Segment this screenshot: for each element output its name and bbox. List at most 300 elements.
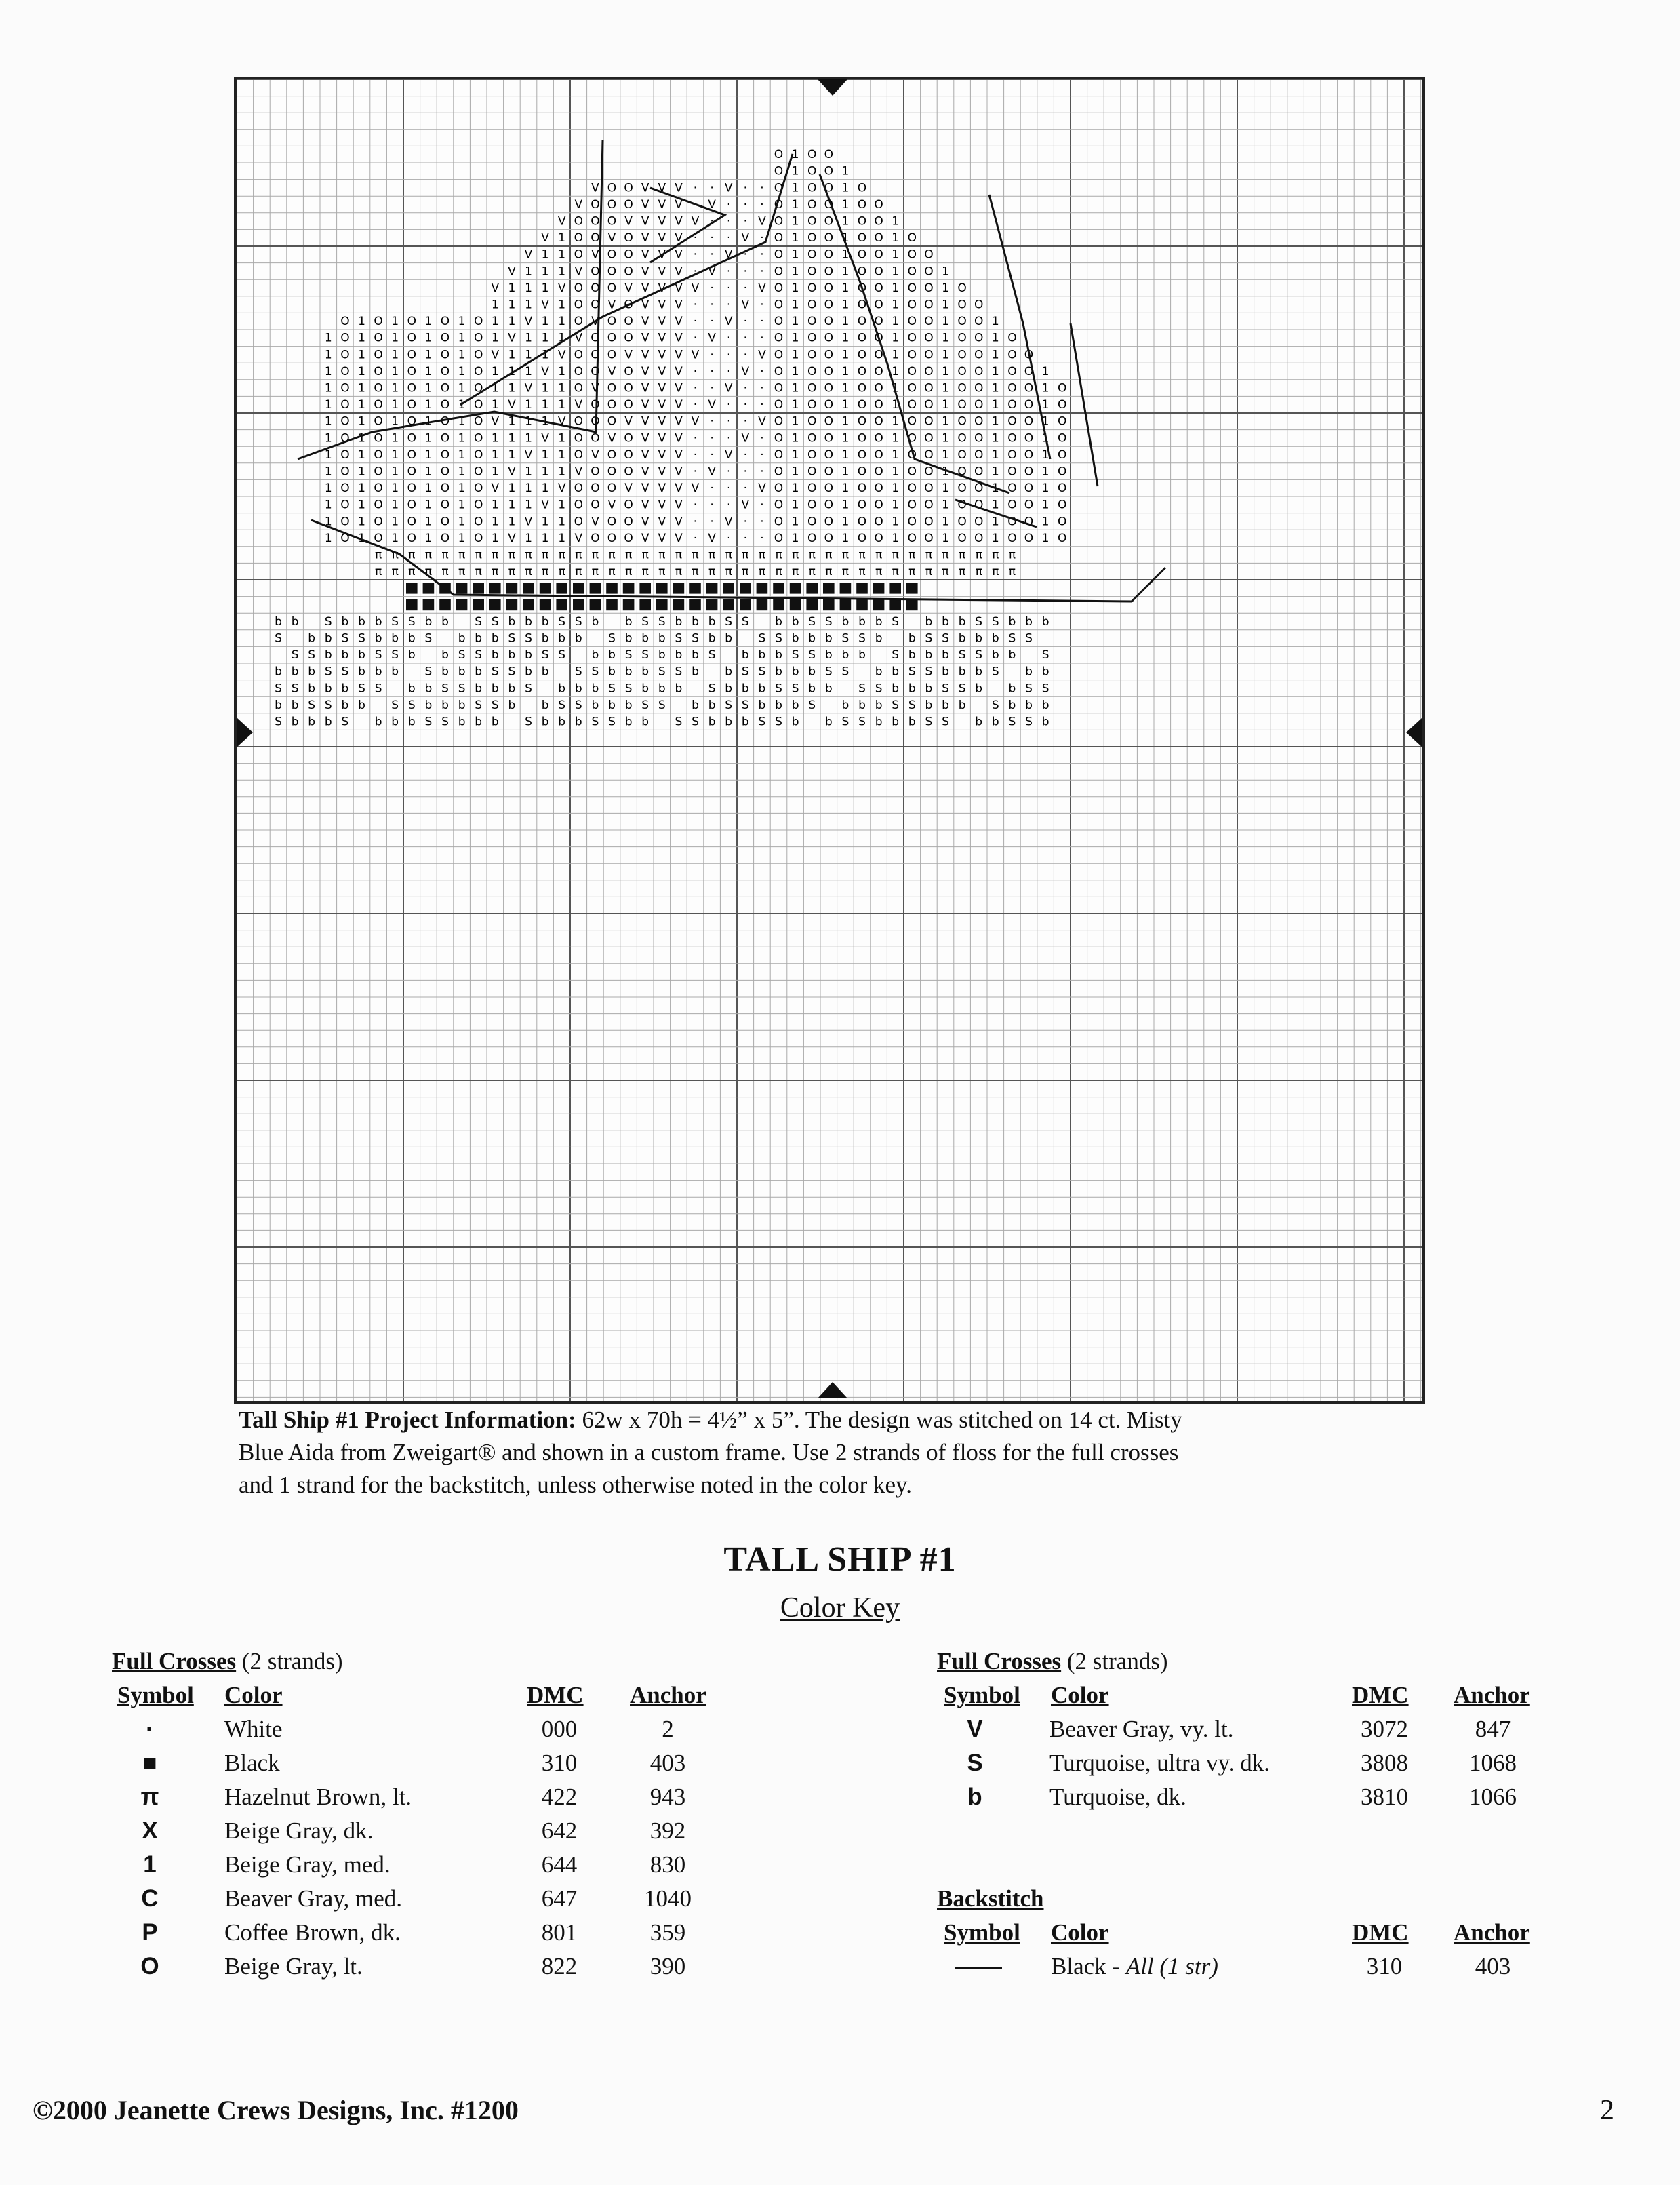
svg-text:O: O xyxy=(607,264,617,279)
svg-text:O: O xyxy=(474,414,483,429)
svg-text:·: · xyxy=(726,264,731,279)
svg-text:O: O xyxy=(807,248,817,262)
svg-text:π: π xyxy=(624,548,633,562)
left-key-dmc: 801 xyxy=(541,1919,578,1946)
svg-text:·: · xyxy=(693,197,698,212)
svg-text:1: 1 xyxy=(558,498,566,512)
svg-text:1: 1 xyxy=(541,448,549,462)
svg-text:V: V xyxy=(708,465,716,479)
svg-text:S: S xyxy=(407,614,416,629)
right-color-key xyxy=(937,1648,1561,2001)
svg-text:b: b xyxy=(525,665,532,679)
svg-text:b: b xyxy=(475,631,483,646)
svg-text:S: S xyxy=(374,682,382,696)
svg-text:S: S xyxy=(558,648,566,663)
svg-text:π: π xyxy=(791,548,799,562)
left-key-row xyxy=(112,1784,736,1817)
svg-text:O: O xyxy=(774,181,784,195)
svg-text:b: b xyxy=(725,631,733,646)
svg-text:1: 1 xyxy=(458,364,466,378)
svg-text:V: V xyxy=(641,181,649,195)
right-key-symbol: S xyxy=(967,1750,983,1776)
svg-text:1: 1 xyxy=(841,414,849,429)
svg-text:O: O xyxy=(824,164,833,178)
svg-text:1: 1 xyxy=(508,364,516,378)
backstitch-section xyxy=(937,1885,1044,1912)
svg-text:V: V xyxy=(591,315,599,329)
svg-text:O: O xyxy=(574,281,583,295)
svg-text:S: S xyxy=(391,614,399,629)
svg-text:O: O xyxy=(774,264,784,279)
svg-text:·: · xyxy=(760,331,764,345)
svg-text:b: b xyxy=(508,682,516,696)
svg-text:O: O xyxy=(591,231,600,245)
svg-text:1: 1 xyxy=(358,364,365,378)
svg-text:O: O xyxy=(340,364,350,378)
svg-text:O: O xyxy=(340,331,350,345)
svg-text:b: b xyxy=(491,631,499,646)
chart-graphic xyxy=(237,79,1422,1401)
svg-text:b: b xyxy=(525,648,532,663)
svg-text:b: b xyxy=(608,665,616,679)
svg-text:S: S xyxy=(641,648,649,663)
svg-text:1: 1 xyxy=(892,465,900,479)
svg-text:b: b xyxy=(574,682,582,696)
left-key-dmc: 822 xyxy=(541,1953,578,1980)
svg-text:b: b xyxy=(841,698,849,712)
svg-text:1: 1 xyxy=(491,315,499,329)
svg-text:O: O xyxy=(774,348,784,362)
svg-text:π: π xyxy=(692,548,699,562)
svg-text:1: 1 xyxy=(391,465,399,479)
svg-text:1: 1 xyxy=(1041,531,1049,545)
svg-text:O: O xyxy=(591,531,600,545)
svg-text:S: S xyxy=(475,698,483,712)
svg-text:b: b xyxy=(541,715,549,729)
svg-text:V: V xyxy=(675,381,683,395)
svg-text:π: π xyxy=(808,565,816,579)
svg-text:V: V xyxy=(658,398,666,412)
svg-text:·: · xyxy=(760,498,764,512)
svg-text:1: 1 xyxy=(324,531,332,545)
svg-text:1: 1 xyxy=(508,515,516,529)
svg-text:O: O xyxy=(807,414,817,429)
svg-text:O: O xyxy=(1024,381,1034,395)
svg-text:b: b xyxy=(1041,698,1049,712)
svg-text:π: π xyxy=(808,548,816,562)
svg-text:1: 1 xyxy=(942,515,949,529)
svg-text:O: O xyxy=(374,531,383,545)
svg-text:b: b xyxy=(958,698,966,712)
svg-text:V: V xyxy=(574,197,583,212)
svg-text:O: O xyxy=(807,298,817,312)
svg-text:1: 1 xyxy=(892,381,900,395)
svg-text:O: O xyxy=(574,298,583,312)
svg-text:V: V xyxy=(591,181,599,195)
center-arrow-left-icon xyxy=(237,717,253,747)
svg-text:1: 1 xyxy=(491,465,499,479)
svg-text:1: 1 xyxy=(841,164,849,178)
svg-text:b: b xyxy=(892,665,900,679)
svg-text:S: S xyxy=(958,682,966,696)
svg-text:1: 1 xyxy=(525,465,532,479)
svg-text:O: O xyxy=(857,531,867,545)
svg-text:O: O xyxy=(824,315,833,329)
svg-text:1: 1 xyxy=(391,431,399,446)
svg-text:1: 1 xyxy=(391,515,399,529)
right-key-header-color: Color xyxy=(1051,1682,1109,1708)
svg-text:1: 1 xyxy=(424,498,433,512)
svg-text:1: 1 xyxy=(458,515,466,529)
svg-text:b: b xyxy=(291,614,299,629)
svg-text:O: O xyxy=(440,331,450,345)
svg-text:V: V xyxy=(675,481,683,496)
svg-text:O: O xyxy=(774,231,784,245)
svg-text:b: b xyxy=(975,682,983,696)
svg-text:V: V xyxy=(591,448,599,462)
svg-text:O: O xyxy=(1007,515,1017,529)
svg-text:b: b xyxy=(741,682,749,696)
svg-text:O: O xyxy=(407,431,416,446)
svg-text:O: O xyxy=(407,331,416,345)
svg-text:O: O xyxy=(857,331,867,345)
svg-text:S: S xyxy=(475,614,483,629)
svg-text:b: b xyxy=(808,631,816,646)
svg-text:1: 1 xyxy=(892,231,900,245)
svg-text:O: O xyxy=(907,448,917,462)
svg-text:V: V xyxy=(675,264,683,279)
svg-text:b: b xyxy=(824,715,833,729)
svg-text:V: V xyxy=(508,398,516,412)
svg-text:O: O xyxy=(824,281,833,295)
svg-text:O: O xyxy=(857,398,867,412)
svg-text:b: b xyxy=(1008,698,1016,712)
backstitch-header-dmc: DMC xyxy=(1352,1919,1409,1946)
left-key-header-anchor: Anchor xyxy=(630,1682,706,1708)
svg-text:·: · xyxy=(693,364,698,378)
svg-text:O: O xyxy=(374,431,383,446)
svg-text:O: O xyxy=(774,298,784,312)
svg-text:O: O xyxy=(624,531,633,545)
svg-text:O: O xyxy=(574,498,583,512)
svg-text:b: b xyxy=(391,665,399,679)
svg-text:b: b xyxy=(341,614,349,629)
svg-text:O: O xyxy=(857,431,867,446)
svg-text:b: b xyxy=(624,698,633,712)
svg-text:O: O xyxy=(591,481,600,496)
svg-text:V: V xyxy=(708,331,716,345)
left-key-color: Black xyxy=(224,1750,280,1776)
svg-text:O: O xyxy=(774,214,784,229)
svg-text:O: O xyxy=(857,315,867,329)
svg-text:1: 1 xyxy=(942,298,949,312)
svg-text:O: O xyxy=(374,448,383,462)
svg-text:O: O xyxy=(807,398,817,412)
svg-text:1: 1 xyxy=(458,498,466,512)
svg-text:V: V xyxy=(675,431,683,446)
svg-text:V: V xyxy=(557,214,566,229)
svg-text:O: O xyxy=(957,348,967,362)
svg-text:O: O xyxy=(407,315,416,329)
svg-text:O: O xyxy=(974,498,984,512)
svg-text:1: 1 xyxy=(541,348,549,362)
svg-text:O: O xyxy=(774,531,784,545)
svg-text:1: 1 xyxy=(525,481,532,496)
svg-text:b: b xyxy=(491,648,499,663)
svg-text:O: O xyxy=(824,331,833,345)
svg-text:1: 1 xyxy=(324,398,332,412)
svg-text:b: b xyxy=(841,614,849,629)
svg-text:1: 1 xyxy=(991,498,999,512)
svg-text:O: O xyxy=(1024,498,1034,512)
svg-text:1: 1 xyxy=(424,531,433,545)
svg-text:π: π xyxy=(458,548,466,562)
svg-text:1: 1 xyxy=(942,331,949,345)
svg-text:S: S xyxy=(692,631,699,646)
svg-text:·: · xyxy=(710,348,714,362)
svg-text:O: O xyxy=(857,465,867,479)
left-key-anchor: 1040 xyxy=(644,1885,692,1912)
svg-text:·: · xyxy=(710,298,714,312)
svg-text:·: · xyxy=(710,381,714,395)
svg-text:O: O xyxy=(591,364,600,378)
right-key-color: Turquoise, dk. xyxy=(1049,1784,1186,1810)
backstitch-dmc: 310 xyxy=(1366,1953,1403,1980)
svg-text:S: S xyxy=(892,648,900,663)
svg-text:1: 1 xyxy=(942,431,949,446)
svg-text:O: O xyxy=(1007,414,1017,429)
svg-text:V: V xyxy=(691,281,700,295)
svg-text:O: O xyxy=(1058,381,1067,395)
left-key-header-dmc: DMC xyxy=(527,1682,584,1708)
svg-text:1: 1 xyxy=(558,298,566,312)
svg-text:O: O xyxy=(874,298,883,312)
svg-text:1: 1 xyxy=(558,231,566,245)
svg-text:·: · xyxy=(710,481,714,496)
svg-text:·: · xyxy=(743,264,748,279)
svg-text:b: b xyxy=(824,682,833,696)
svg-text:V: V xyxy=(658,331,666,345)
svg-text:O: O xyxy=(1007,498,1017,512)
svg-text:O: O xyxy=(440,348,450,362)
svg-text:O: O xyxy=(924,448,934,462)
svg-text:1: 1 xyxy=(391,531,399,545)
svg-text:·: · xyxy=(726,531,731,545)
svg-text:S: S xyxy=(675,665,683,679)
svg-text:1: 1 xyxy=(458,431,466,446)
svg-text:b: b xyxy=(958,614,966,629)
backstitch-header-anchor: Anchor xyxy=(1454,1919,1530,1946)
left-key-anchor: 403 xyxy=(649,1750,686,1776)
svg-text:1: 1 xyxy=(841,531,849,545)
svg-text:1: 1 xyxy=(892,398,900,412)
right-key-anchor: 1068 xyxy=(1469,1750,1517,1776)
svg-text:O: O xyxy=(624,431,633,446)
svg-text:π: π xyxy=(708,548,716,562)
svg-text:b: b xyxy=(424,682,433,696)
svg-text:O: O xyxy=(774,281,784,295)
svg-text:·: · xyxy=(693,181,698,195)
svg-text:O: O xyxy=(440,531,450,545)
svg-text:O: O xyxy=(407,364,416,378)
right-key-row xyxy=(937,1784,1561,1817)
svg-text:π: π xyxy=(875,565,883,579)
right-key-dmc: 3808 xyxy=(1361,1750,1408,1776)
svg-text:b: b xyxy=(975,631,983,646)
svg-text:O: O xyxy=(574,381,583,395)
svg-text:O: O xyxy=(824,248,833,262)
svg-text:1: 1 xyxy=(358,348,365,362)
svg-text:·: · xyxy=(760,381,764,395)
svg-text:O: O xyxy=(824,348,833,362)
svg-text:π: π xyxy=(1008,565,1016,579)
svg-text:π: π xyxy=(942,548,949,562)
svg-text:S: S xyxy=(608,682,616,696)
svg-text:V: V xyxy=(624,214,633,229)
svg-text:1: 1 xyxy=(791,164,799,178)
svg-text:1: 1 xyxy=(942,381,949,395)
svg-text:1: 1 xyxy=(1041,381,1049,395)
svg-text:S: S xyxy=(441,682,449,696)
svg-text:S: S xyxy=(858,631,866,646)
svg-text:O: O xyxy=(574,248,583,262)
svg-text:b: b xyxy=(708,614,716,629)
svg-text:b: b xyxy=(658,631,666,646)
svg-text:1: 1 xyxy=(358,481,365,496)
svg-text:O: O xyxy=(407,515,416,529)
svg-text:S: S xyxy=(341,631,349,646)
svg-text:π: π xyxy=(725,548,732,562)
svg-text:·: · xyxy=(726,431,731,446)
svg-text:S: S xyxy=(991,665,999,679)
svg-text:O: O xyxy=(1007,398,1017,412)
right-key-header-dmc: DMC xyxy=(1352,1682,1409,1708)
svg-text:b: b xyxy=(308,665,316,679)
svg-text:·: · xyxy=(743,348,748,362)
svg-text:1: 1 xyxy=(991,465,999,479)
svg-text:S: S xyxy=(858,715,866,729)
svg-text:π: π xyxy=(1008,548,1016,562)
svg-text:V: V xyxy=(557,281,566,295)
svg-text:π: π xyxy=(658,548,666,562)
svg-text:V: V xyxy=(675,214,683,229)
svg-text:1: 1 xyxy=(541,414,549,429)
svg-text:S: S xyxy=(1008,631,1016,646)
svg-text:O: O xyxy=(874,465,883,479)
svg-text:π: π xyxy=(641,548,649,562)
svg-text:O: O xyxy=(907,315,917,329)
svg-text:b: b xyxy=(925,682,933,696)
svg-text:O: O xyxy=(807,381,817,395)
svg-text:π: π xyxy=(825,565,833,579)
svg-text:1: 1 xyxy=(942,448,949,462)
center-arrow-top-icon xyxy=(818,79,847,96)
svg-text:b: b xyxy=(925,614,933,629)
svg-text:O: O xyxy=(857,381,867,395)
project-info-line3: and 1 strand for the backstitch, unless otherwise noted in the color key. xyxy=(239,1472,913,1498)
right-key-row xyxy=(937,1750,1561,1784)
svg-text:V: V xyxy=(658,231,666,245)
svg-text:π: π xyxy=(391,565,399,579)
svg-text:·: · xyxy=(710,515,714,529)
svg-text:O: O xyxy=(374,364,383,378)
svg-text:1: 1 xyxy=(424,515,433,529)
svg-text:1: 1 xyxy=(791,214,799,229)
svg-text:O: O xyxy=(907,381,917,395)
svg-text:1: 1 xyxy=(525,398,532,412)
svg-text:O: O xyxy=(857,298,867,312)
svg-text:O: O xyxy=(857,414,867,429)
svg-text:V: V xyxy=(524,515,533,529)
svg-text:V: V xyxy=(741,498,750,512)
svg-text:·: · xyxy=(726,331,731,345)
svg-text:S: S xyxy=(841,665,849,679)
svg-text:1: 1 xyxy=(424,315,433,329)
svg-text:b: b xyxy=(541,631,549,646)
svg-text:V: V xyxy=(724,448,733,462)
svg-text:O: O xyxy=(807,331,817,345)
svg-text:O: O xyxy=(974,465,984,479)
svg-text:1: 1 xyxy=(541,515,549,529)
svg-text:O: O xyxy=(874,264,883,279)
svg-text:V: V xyxy=(675,448,683,462)
svg-text:O: O xyxy=(957,298,967,312)
svg-text:O: O xyxy=(874,231,883,245)
svg-text:O: O xyxy=(824,264,833,279)
svg-text:1: 1 xyxy=(791,515,799,529)
svg-text:O: O xyxy=(874,197,883,212)
svg-text:O: O xyxy=(574,481,583,496)
svg-text:O: O xyxy=(774,431,784,446)
svg-text:O: O xyxy=(874,348,883,362)
svg-text:π: π xyxy=(725,565,732,579)
svg-text:1: 1 xyxy=(841,264,849,279)
svg-text:b: b xyxy=(741,648,749,663)
svg-text:π: π xyxy=(825,548,833,562)
project-info-heading: Tall Ship #1 Project Information: xyxy=(239,1406,576,1433)
svg-text:V: V xyxy=(675,315,683,329)
svg-text:O: O xyxy=(907,465,917,479)
svg-text:·: · xyxy=(726,348,731,362)
svg-text:V: V xyxy=(641,348,649,362)
svg-text:O: O xyxy=(440,398,450,412)
svg-text:b: b xyxy=(558,715,566,729)
svg-text:S: S xyxy=(658,665,666,679)
svg-text:1: 1 xyxy=(892,364,900,378)
svg-text:O: O xyxy=(340,531,350,545)
svg-text:S: S xyxy=(441,715,449,729)
svg-text:b: b xyxy=(624,614,633,629)
svg-text:O: O xyxy=(907,231,917,245)
svg-text:O: O xyxy=(374,515,383,529)
svg-text:S: S xyxy=(908,665,916,679)
svg-text:·: · xyxy=(760,197,764,212)
svg-text:O: O xyxy=(624,248,633,262)
svg-text:b: b xyxy=(991,631,999,646)
svg-text:V: V xyxy=(641,331,649,345)
svg-text:V: V xyxy=(691,214,700,229)
svg-text:π: π xyxy=(892,548,899,562)
svg-text:1: 1 xyxy=(525,264,532,279)
svg-text:O: O xyxy=(907,364,917,378)
svg-text:O: O xyxy=(607,197,617,212)
svg-text:π: π xyxy=(558,548,565,562)
svg-text:b: b xyxy=(458,631,466,646)
svg-text:S: S xyxy=(624,682,633,696)
svg-text:·: · xyxy=(760,248,764,262)
svg-text:1: 1 xyxy=(892,281,900,295)
svg-text:S: S xyxy=(574,614,582,629)
